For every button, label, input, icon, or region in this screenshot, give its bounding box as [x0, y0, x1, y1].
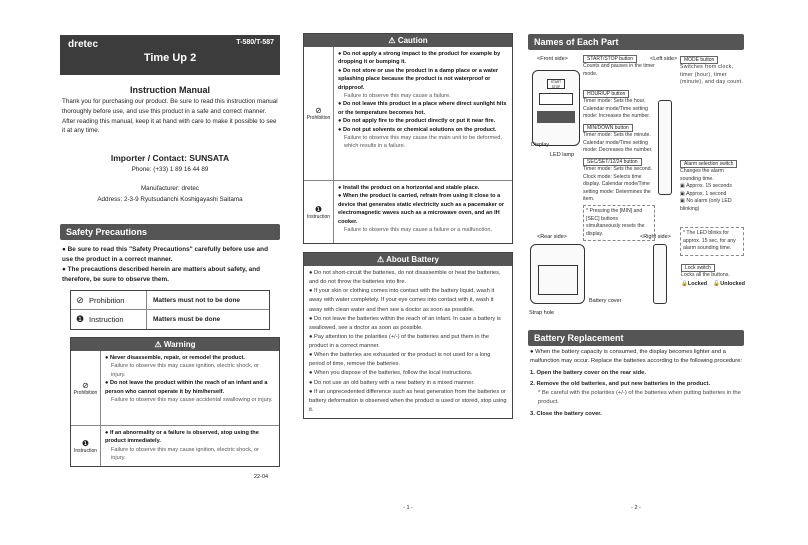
page-number-2: - 2 -: [631, 505, 641, 511]
warn-prohibition-cell: ⊘ Prohibition: [71, 351, 101, 425]
alarm-option: ▣ No alarm (only LED blinking): [680, 198, 732, 212]
alarm-option: ▣ Approx. 15 seconds: [680, 183, 732, 190]
page-number-1: - 1 -: [403, 505, 413, 511]
legend-prohibition-label: Prohibition: [89, 291, 147, 309]
prohibition-icon: ⊘: [76, 294, 84, 305]
safety-bullets: [62, 245, 280, 285]
sec-set-label: SEC/SET/12/24 button: [583, 158, 642, 166]
battery-item: ● Do not leave the batteries within the reach of an infant. In case a battery is swallowed, see a doctor as soon as possible.: [309, 315, 501, 331]
importer-phone: Phone: (+33) 1 89 16 44 89: [131, 166, 209, 173]
right-side-label: <Right side>: [640, 234, 671, 240]
display-label: Display: [531, 142, 550, 148]
battery-list: [304, 266, 512, 418]
manual-title: Instruction Manual: [129, 85, 210, 95]
prohibition-icon: ⊘: [315, 106, 322, 115]
title-header: [60, 35, 280, 75]
address: Address: 2-3-9 Ryutsudanchi Koshigayashi Saitama: [97, 196, 243, 203]
replace-step-2-note: * Be careful with the polarities (+/-) of the batteries when putting batteries in the product.: [538, 390, 741, 406]
battery-item: ● When you dispose of the batteries, follow the local instructions.: [309, 370, 473, 377]
model-number: T-580/T-587: [236, 39, 274, 46]
battery-cover-label: Battery cover: [589, 298, 622, 304]
safety-heading: [60, 224, 280, 240]
caution-instruction-cell: ❶ Instruction: [304, 181, 334, 243]
mode-label: MODE button: [680, 56, 718, 64]
unlocked-label: 🔓Unlocked: [713, 280, 745, 287]
alarm-switch-label: Alarm selection switch: [680, 160, 737, 168]
lock-switch-label: Lock switch: [681, 264, 715, 272]
front-device: [532, 70, 580, 146]
legend-instruction-desc: Matters must be done: [153, 316, 221, 323]
battery-item: ● Pay attention to the polarities (+/-) of the batteries and put them in the product in a correct manner.: [309, 333, 490, 349]
battery-item: ● Do not short-circuit the batteries, do not disassemble or heat the batteries, and do not throw the batteries into fire.: [309, 270, 501, 286]
battery-item: ● When the batteries are exhausted or the product is not used for a long period of time, remove the batteries.: [309, 352, 491, 368]
instruction-icon: ❶: [81, 438, 90, 448]
legend-instruction-label: Instruction: [89, 310, 147, 329]
safety-bullet-2: ● The precautions described herein are matters about safety, and therefore, be sure to observe them.: [62, 265, 261, 283]
battery-item: ● Do not use an old battery with a new battery in a mixed manner.: [309, 379, 475, 386]
left-side-device: [658, 100, 672, 195]
importer-heading: Importer / Contact: SUNSATA: [110, 153, 230, 163]
replacement-heading: Battery Replacement: [528, 330, 744, 346]
warning-header: ⚠ Warning: [71, 338, 279, 351]
legend-table: [70, 290, 270, 330]
prohibition-icon: ⊘: [82, 380, 89, 390]
right-side-device: [653, 244, 667, 304]
doc-code: 22-04: [254, 474, 269, 480]
hour-up-label: HOUR/UP button: [583, 90, 629, 98]
warning-table: ⚠ Warning ⊘ Prohibition ● Never disassemble, repair, or remodel the product. Failure to observe this may cause ignition, electric shock, or injury. ● Do not leave the product within the reach of an infant and a person who cannot operate it by him/herself. Failure to observe this may cause accidental swallowing or injury. ❶ Instruction ● If an abnormality or a failure is observed, stop using the product immediately. Failure to observe this may cause ignition, electric shock, or injury.: [70, 337, 280, 467]
front-device-buttons: [539, 93, 573, 105]
names-heading: Names of Each Part: [528, 34, 744, 50]
safety-heading-text: Safety Precautions: [66, 227, 148, 237]
start-stop-label: START/STOP button: [583, 55, 637, 63]
display-screen: [537, 111, 575, 123]
caution-prohibition-cell: ⊘ Prohibition: [304, 47, 334, 180]
battery-header: ⚠ About Battery: [304, 253, 512, 266]
led-lamp-label: LED lamp: [550, 152, 575, 158]
left-side-label: <Left side>: [650, 56, 678, 62]
alarm-callout: Alarm selection switch Changes the alarm sounding time. ▣ Approx. 15 seconds ▣ Approx. 1 second ▣ No alarm (only LED blinking): [680, 160, 744, 213]
safety-bullet-1: ● Be sure to read this "Safety Precautions" carefully before use and use the product in a correct manner.: [62, 246, 268, 263]
replace-intro: ● When the battery capacity is consumed, the display becomes lighter and a malfunction may occur. Replace the batteries according to the following procedure:: [530, 349, 743, 365]
locked-label: 🔒Locked: [681, 280, 708, 287]
legend-prohibition-desc: Matters must not to be done: [153, 296, 241, 304]
start-stop-device-button: START STOP: [547, 79, 565, 89]
lock-icon: 🔒: [681, 280, 688, 287]
replace-step-2: 2. Remove the old batteries, and put new batteries in the product.: [530, 380, 711, 387]
replace-step-1: 1. Open the battery cover on the rear side.: [530, 369, 646, 376]
rear-device: [530, 244, 585, 304]
mode-callout: MODE button Switches from clock, timer (hour), timer (minute), and day count.: [680, 57, 744, 86]
intro-text: Thank you for purchasing our product. Be sure to read this instruction manual thoroughly before use, and use this product in a safe and correct manner. After reading this manual, keep it at hand with care to make it possible to see it at any time.: [62, 98, 278, 135]
hour-up-callout: HOUR/UP button Timer mode: Sets the hour. Calendar mode/Time setting mode: Increases the number.: [583, 91, 651, 120]
battery-info-box: [303, 252, 513, 419]
min-down-callout: MIN/DOWN button Timer mode: Sets the minute. Calendar mode/Time setting mode: Decreases the number.: [583, 125, 653, 154]
led-note: * The LED blinks for approx. 15 sec. for any alarm sounding time.: [680, 227, 744, 256]
manufacturer: Manufacturer: dretec: [140, 185, 200, 192]
sec-note: * Pressing the [MIN] and [SEC] buttons simultaneously resets the display.: [583, 205, 655, 241]
instruction-icon: ❶: [75, 314, 85, 324]
replace-step-3: 3. Close the battery cover.: [530, 410, 602, 417]
replacement-body: [530, 348, 744, 419]
start-stop-callout: START/STOP button Counts and pauses in the timer mode.: [583, 56, 655, 77]
caution-header: ⚠ Caution: [304, 34, 512, 47]
instruction-icon: ❶: [314, 204, 323, 214]
strap-hole-label: Strap hole: [529, 310, 555, 316]
warn-instruction-cell: ❶ Instruction: [71, 426, 101, 466]
rear-side-label: <Rear side>: [537, 234, 567, 240]
min-down-label: MIN/DOWN button: [583, 124, 633, 132]
brand-logo: dretec: [68, 39, 99, 50]
battery-item: ● If an unprecedented difference such as heat generation from the batteries or battery deformation is observed when the product is used or stored, stop using it.: [309, 388, 507, 413]
lock-callout: Lock switch Locks all the buttons. 🔒Locked 🔓Unlocked: [681, 265, 745, 287]
battery-item: ● If your skin or clothing comes into contact with the battery liquid, wash it away with water completely. If your eye comes into contact with it, wash it away with clean water and then see a doctor as soon as possible.: [309, 288, 495, 313]
caution-table: ⚠ Caution ⊘ Prohibition ● Do not apply a strong impact to the product for example by dropping it or bumping it. ● Do not store or use the product in a damp place or a water splashing place because the product is not waterproof or dripproof. Failure to observe this may cause a failure. ● Do not leave this product in a place where direct sunlight hits or the temperature becomes hot. ● Do not apply fire to the product directly or put it near fire. ● Do not put solvents or chemical solutions on the product. Failure to observe this may cause the main unit to be deformed, which results in a failure. ❶ Instruction ● Install the product on a horizontal and stable place. ● When the product is carried, refrain from using it close to a device that generates static electricity such as a pacemaker or electromagnetic waves such as a microwave oven, and an IH cooker. Failure to observe this may cause a failure or a malfunction.: [303, 33, 513, 244]
alarm-option: ▣ Approx. 1 second: [680, 190, 727, 197]
unlock-icon: 🔓: [713, 280, 721, 287]
product-name: Time Up 2: [143, 52, 197, 64]
sec-set-callout: SEC/SET/12/24 button Timer mode: Sets the second. Clock mode: Selects time display. Calendar mode/Time setting mode: Determines the item.: [583, 159, 653, 203]
front-side-label: <Front side>: [537, 56, 568, 62]
battery-cover-shape: [538, 265, 578, 295]
